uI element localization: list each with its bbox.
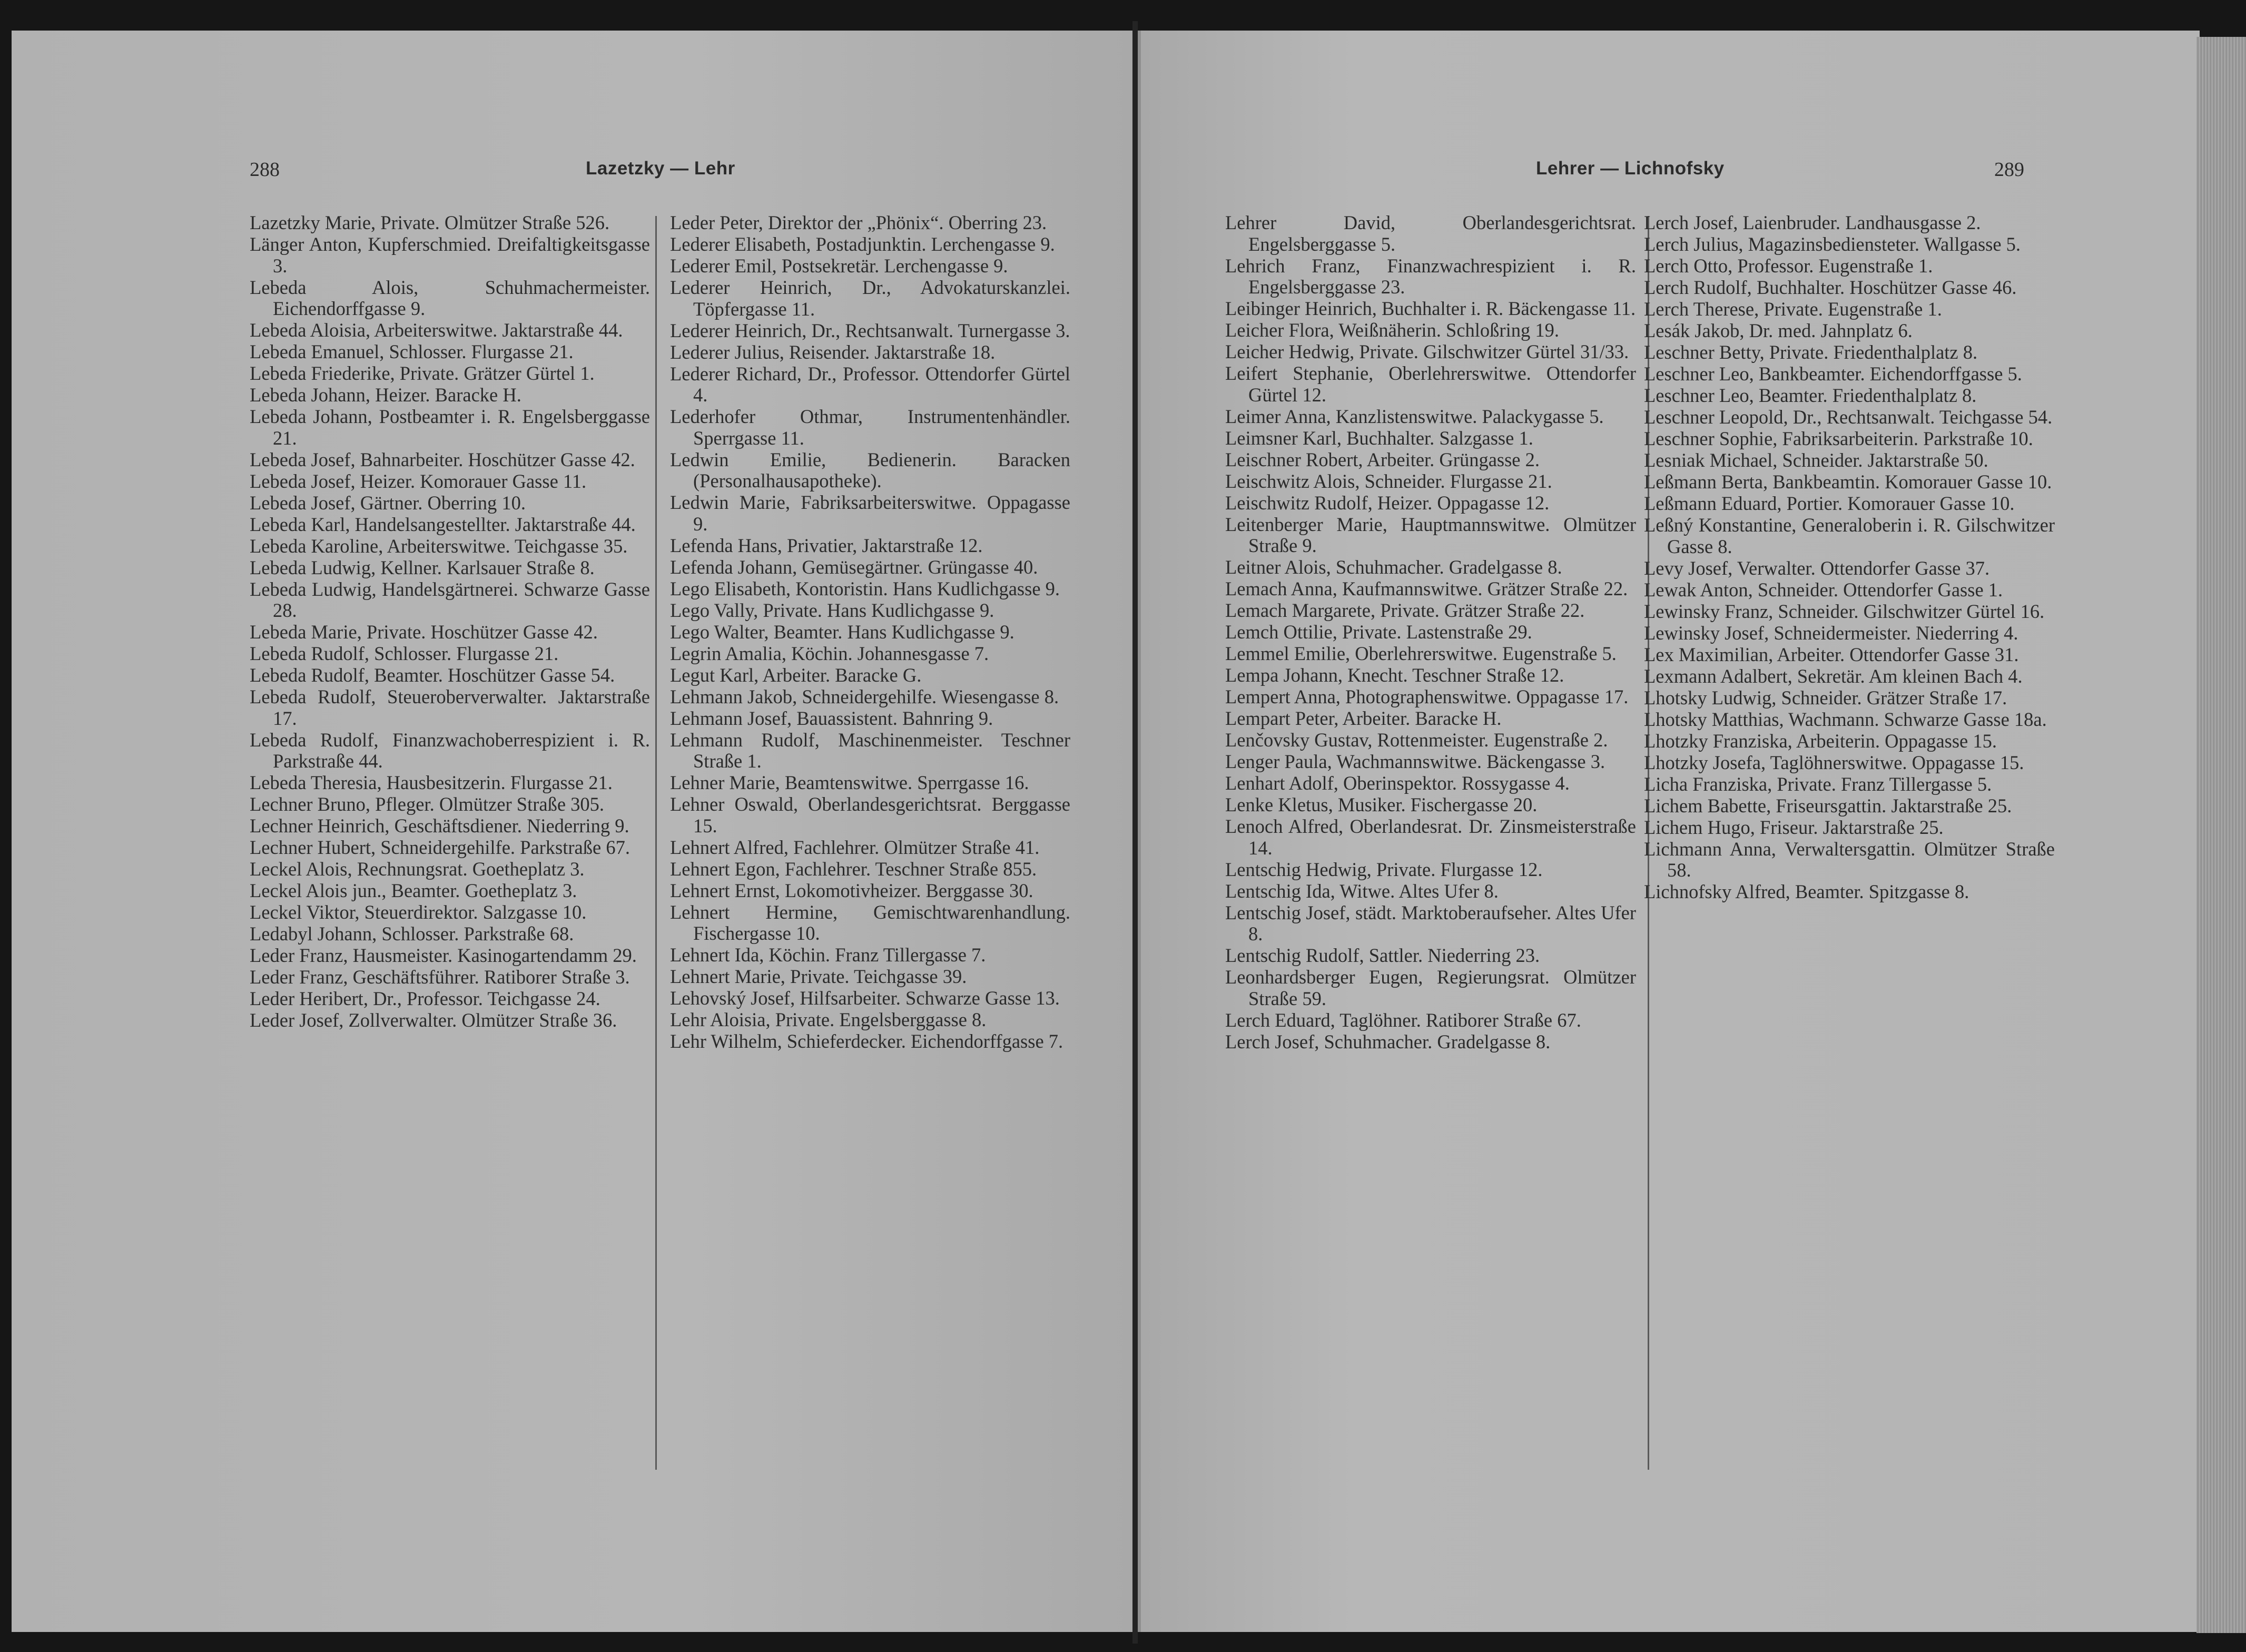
directory-entry: Lehnert Marie, Private. Teichgasse 39. [670,966,967,987]
directory-entry: Ledwin Emilie, Bedienerin. Baracken (Personalhausapotheke). [670,448,1070,491]
directory-entry: Leßmann Berta, Bankbeamtin. Komorauer Gasse 10. [1644,471,2052,493]
directory-entry: Lebeda Ludwig, Handelsgärtnerei. Schwarze Gasse 28. [250,578,650,621]
directory-entry: Lego Vally, Private. Hans Kudlichgasse 9. [670,599,994,621]
directory-entry: Lehr Aloisia, Private. Engelsberggasse 8. [670,1009,987,1030]
directory-entry: Lehnert Alfred, Fachlehrer. Olmützer Straße 41. [670,836,1040,858]
directory-entry: Lebeda Aloisia, Arbeiterswitwe. Jaktarstraße 44. [250,319,623,341]
directory-entry: Lehnert Ida, Köchin. Franz Tillergasse 7. [670,944,986,966]
directory-entry: Legrin Amalia, Köchin. Johannesgasse 7. [670,642,989,664]
directory-entry: Lemach Margarete, Private. Grätzer Straße 22. [1225,599,1585,621]
directory-entry: Lederer Heinrich, Dr., Rechtsanwalt. Turnergasse 3. [670,319,1070,341]
directory-entry: Leimer Anna, Kanzlistenswitwe. Palackygasse 5. [1225,405,1604,427]
directory-entry: Leschner Sophie, Fabriksarbeiterin. Parkstraße 10. [1644,428,2033,449]
directory-entry: Leicher Flora, Weißnäherin. Schloßring 19. [1225,319,1559,341]
directory-entry: Lerch Therese, Private. Eugenstraße 1. [1644,298,1942,320]
directory-entry: Lewak Anton, Schneider. Ottendorfer Gasse 1. [1644,578,2003,601]
directory-entry: Lexmann Adalbert, Sekretär. Am kleinen Bach 4. [1644,665,2023,687]
directory-entry: Lebeda Friederike, Private. Grätzer Gürtel 1. [250,362,595,384]
directory-entry: Lewinsky Josef, Schneidermeister. Niederring 4. [1644,622,2018,644]
directory-entry: Lebeda Rudolf, Finanzwachoberrespizient i. R. Parkstraße 44. [250,729,650,772]
directory-entry: Leischwitz Alois, Schneider. Flurgasse 21. [1225,470,1552,492]
directory-entry: Ledwin Marie, Fabriksarbeiterswitwe. Oppagasse 9. [670,491,1070,535]
directory-entry: Lebeda Josef, Gärtner. Oberring 10. [250,491,526,514]
directory-entry: Lebeda Rudolf, Steueroberverwalter. Jaktarstraße 17. [250,686,650,729]
directory-entry: Lerch Julius, Magazinsbediensteter. Wallgasse 5. [1644,233,2021,255]
directory-entry: Lempart Peter, Arbeiter. Baracke H. [1225,707,1502,729]
directory-entry: Lerch Josef, Schuhmacher. Gradelgasse 8. [1225,1030,1551,1053]
directory-entry: Lebeda Johann, Postbeamter i. R. Engelsberggasse 21. [250,406,650,449]
directory-entry: Lehnert Ernst, Lokomotivheizer. Berggasse 30. [670,879,1033,901]
directory-entry: Lehner Marie, Beamtenswitwe. Sperrgasse 16. [670,772,1029,793]
directory-entry: Lebeda Johann, Heizer. Baracke H. [250,384,521,406]
directory-entry: Lefenda Johann, Gemüsegärtner. Grüngasse 40. [670,556,1038,578]
running-head-right: Lehrer — Lichnofsky [1536,158,1725,179]
directory-entry: Lex Maximilian, Arbeiter. Ottendorfer Gasse 31. [1644,643,2019,665]
right-column-1 [1225,212,1636,1053]
column-rule-left [655,216,657,1470]
directory-entry: Lebeda Rudolf, Schlosser. Flurgasse 21. [250,643,559,664]
directory-entry: Leckel Viktor, Steuerdirektor. Salzgasse 10. [250,901,587,923]
directory-entry: Lederhofer Othmar, Instrumentenhändler. Sperrgasse 11. [670,406,1070,449]
directory-entry: Lehr Wilhelm, Schieferdecker. Eichendorffgasse 7. [670,1030,1063,1052]
directory-entry: Lebeda Alois, Schuhmachermeister. Eichendorffgasse 9. [250,276,650,319]
directory-entry: Lhotzky Franziska, Arbeiterin. Oppagasse 15. [1644,730,1997,752]
page-edges [2196,37,2246,1633]
directory-entry: Leschner Leopold, Dr., Rechtsanwalt. Teichgasse 54. [1644,406,2053,428]
directory-entry: Lebeda Emanuel, Schlosser. Flurgasse 21. [250,341,574,362]
directory-entry: Leckel Alois, Rechnungsrat. Goetheplatz 3. [250,858,585,880]
directory-entry: Lederer Richard, Dr., Professor. Ottendorfer Gürtel 4. [670,362,1070,406]
directory-entry: Lichmann Anna, Verwaltersgattin. Olmützer Straße 58. [1644,838,2055,881]
directory-entry: Lebeda Marie, Private. Hoschützer Gasse 42. [250,621,598,643]
directory-entry: Lentschig Josef, städt. Marktoberaufseher. Altes Ufer 8. [1225,901,1636,945]
directory-entry: Leßmann Eduard, Portier. Komorauer Gasse 10. [1644,493,2015,514]
directory-entry: Lempa Johann, Knecht. Teschner Straße 12. [1225,664,1564,686]
directory-entry: Lhotsky Ludwig, Schneider. Grätzer Straße 17. [1644,686,2007,709]
directory-entry: Lemmel Emilie, Oberlehrerswitwe. Eugenstraße 5. [1225,643,1617,664]
left-page [12,31,1136,1632]
directory-entry: Lempert Anna, Photographenswitwe. Oppagasse 17. [1225,686,1629,707]
directory-entry: Lenke Kletus, Musiker. Fischergasse 20. [1225,794,1538,815]
running-head-left: Lazetzky — Lehr [586,158,735,179]
directory-entry: Lichem Babette, Friseursgattin. Jaktarstraße 25. [1644,794,2012,817]
directory-entry: Leckel Alois jun., Beamter. Goetheplatz 3. [250,880,577,901]
directory-entry: Lehnert Egon, Fachlehrer. Teschner Straße 855. [670,858,1037,880]
directory-entry: Lechner Heinrich, Geschäftsdiener. Niederring 9. [250,815,629,837]
directory-entry: Leifert Stephanie, Oberlehrerswitwe. Ottendorfer Gürtel 12. [1225,362,1636,406]
directory-entry: Lehrich Franz, Finanzwachrespizient i. R. Engelsberggasse 23. [1225,254,1636,298]
directory-entry: Lederer Elisabeth, Postadjunktin. Lerchengasse 9. [670,233,1055,255]
directory-entry: Lentschig Rudolf, Sattler. Niederring 23. [1225,945,1540,966]
directory-entry: Lebeda Theresia, Hausbesitzerin. Flurgasse 21. [250,772,613,793]
directory-entry: Leder Franz, Geschäftsführer. Ratiborer Straße 3. [250,966,630,988]
directory-entry: Lebeda Ludwig, Kellner. Karlsauer Straße 8. [250,556,595,578]
directory-entry: Lehmann Josef, Bauassistent. Bahnring 9. [670,707,993,729]
directory-entry: Lehovský Josef, Hilfsarbeiter. Schwarze Gasse 13. [670,987,1060,1009]
directory-entry: Lechner Hubert, Schneidergehilfe. Parkstraße 67. [250,837,630,858]
page-number-right: 289 [1994,159,2024,181]
directory-entry: Lego Walter, Beamter. Hans Kudlichgasse 9. [670,621,1014,643]
directory-entry: Ledabyl Johann, Schlosser. Parkstraße 68. [250,923,574,945]
directory-entry: Legut Karl, Arbeiter. Baracke G. [670,664,922,686]
directory-entry: Lentschig Hedwig, Private. Flurgasse 12. [1225,858,1543,880]
directory-entry: Lesák Jakob, Dr. med. Jahnplatz 6. [1644,320,1913,341]
directory-entry: Leimsner Karl, Buchhalter. Salzgasse 1. [1225,427,1533,449]
directory-entry: Licha Franziska, Private. Franz Tillergasse 5. [1644,773,1992,795]
directory-entry: Lehmann Jakob, Schneidergehilfe. Wiesengasse 8. [670,685,1059,707]
directory-entry: Lenčovsky Gustav, Rottenmeister. Eugenstraße 2. [1225,729,1608,751]
directory-entry: Lerch Otto, Professor. Eugenstraße 1. [1644,255,1933,277]
directory-entry: Lewinsky Franz, Schneider. Gilschwitzer Gürtel 16. [1644,600,2045,622]
directory-entry: Lebeda Rudolf, Beamter. Hoschützer Gasse 54. [250,664,615,686]
directory-entry: Leschner Leo, Bankbeamter. Eichendorffgasse 5. [1644,363,2022,385]
directory-entry: Leßný Konstantine, Generaloberin i. R. Gilschwitzer Gasse 8. [1644,514,2055,557]
directory-entry: Lemch Ottilie, Private. Lastenstraße 29. [1225,621,1532,643]
directory-entry: Lefenda Hans, Privatier, Jaktarstraße 12. [670,534,983,556]
directory-entry: Lebeda Karl, Handelsangestellter. Jaktarstraße 44. [250,513,636,535]
left-column-1 [250,212,650,1031]
directory-entry: Lenoch Alfred, Oberlandesrat. Dr. Zinsmeisterstraße 14. [1225,815,1636,859]
directory-entry: Leder Peter, Direktor der „Phönix“. Oberring 23. [670,212,1047,233]
directory-entry: Länger Anton, Kupferschmied. Dreifaltigkeitsgasse 3. [250,233,650,277]
directory-entry: Leschner Betty, Private. Friedenthalplatz 8. [1644,341,1978,363]
directory-entry: Lemach Anna, Kaufmannswitwe. Grätzer Straße 22. [1225,578,1628,599]
directory-entry: Lentschig Ida, Witwe. Altes Ufer 8. [1225,880,1499,902]
directory-entry: Levy Josef, Verwalter. Ottendorfer Gasse 37. [1644,557,1990,579]
directory-entry: Lehner Oswald, Oberlandesgerichtsrat. Berggasse 15. [670,793,1070,837]
right-page [1138,31,2200,1632]
directory-entry: Leischwitz Rudolf, Heizer. Oppagasse 12. [1225,491,1550,514]
book-gutter [1132,21,1138,1644]
directory-entry: Leder Franz, Hausmeister. Kasinogartendamm 29. [250,945,637,966]
directory-entry: Lerch Eduard, Taglöhner. Ratiborer Straße 67. [1225,1009,1581,1031]
directory-entry: Lehmann Rudolf, Maschinenmeister. Teschner Straße 1. [670,729,1070,772]
directory-entry: Leibinger Heinrich, Buchhalter i. R. Bäckengasse 11. [1225,298,1636,319]
page-number-left: 288 [250,159,280,181]
right-column-2 [1644,212,2055,903]
directory-entry: Lerch Rudolf, Buchhalter. Hoschützer Gasse 46. [1644,277,2017,298]
directory-entry: Lazetzky Marie, Private. Olmützer Straße 526. [250,212,610,233]
directory-entry: Lechner Bruno, Pfleger. Olmützer Straße 305. [250,793,605,815]
directory-entry: Leitner Alois, Schuhmacher. Gradelgasse 8. [1225,556,1562,578]
directory-entry: Leicher Hedwig, Private. Gilschwitzer Gürtel 31/33. [1225,341,1629,362]
directory-entry: Leonhardsberger Eugen, Regierungsrat. Olmützer Straße 59. [1225,966,1636,1009]
directory-entry: Leischner Robert, Arbeiter. Grüngasse 2. [1225,448,1540,470]
directory-entry: Lebeda Josef, Bahnarbeiter. Hoschützer Gasse 42. [250,448,635,470]
directory-entry: Lichem Hugo, Friseur. Jaktarstraße 25. [1644,816,1944,838]
directory-entry: Lichnofsky Alfred, Beamter. Spitzgasse 8. [1644,881,1969,902]
directory-entry: Lederer Emil, Postsekretär. Lerchengasse 9. [670,255,1008,277]
directory-entry: Lehnert Hermine, Gemischtwarenhandlung. Fischergasse 10. [670,901,1070,944]
directory-entry: Leschner Leo, Beamter. Friedenthalplatz 8. [1644,385,1977,406]
directory-entry: Lederer Julius, Reisender. Jaktarstraße 18. [670,341,996,363]
directory-entry: Lenhart Adolf, Oberinspektor. Rossygasse 4. [1225,772,1570,794]
directory-entry: Lenger Paula, Wachmannswitwe. Bäckengasse 3. [1225,751,1605,772]
directory-entry: Leitenberger Marie, Hauptmannswitwe. Olmützer Straße 9. [1225,513,1636,556]
left-column-2 [670,212,1070,1053]
directory-entry: Lerch Josef, Laienbruder. Landhausgasse 2. [1644,212,1981,233]
directory-entry: Lhotzky Josefa, Taglöhnerswitwe. Oppagasse 15. [1644,751,2024,773]
directory-entry: Leder Josef, Zollverwalter. Olmützer Straße 36. [250,1009,617,1031]
directory-entry: Lederer Heinrich, Dr., Advokaturskanzlei. Töpfergasse 11. [670,277,1070,320]
directory-entry: Leder Heribert, Dr., Professor. Teichgasse 24. [250,988,600,1009]
directory-entry: Lhotsky Matthias, Wachmann. Schwarze Gasse 18a. [1644,708,2047,730]
directory-entry: Lebeda Karoline, Arbeiterswitwe. Teichgasse 35. [250,535,628,557]
directory-entry: Lesniak Michael, Schneider. Jaktarstraße 50. [1644,449,1988,471]
directory-entry: Lehrer David, Oberlandesgerichtsrat. Engelsberggasse 5. [1225,212,1636,255]
directory-entry: Lego Elisabeth, Kontoristin. Hans Kudlichgasse 9. [670,577,1060,599]
directory-entry: Lebeda Josef, Heizer. Komorauer Gasse 11. [250,470,587,492]
